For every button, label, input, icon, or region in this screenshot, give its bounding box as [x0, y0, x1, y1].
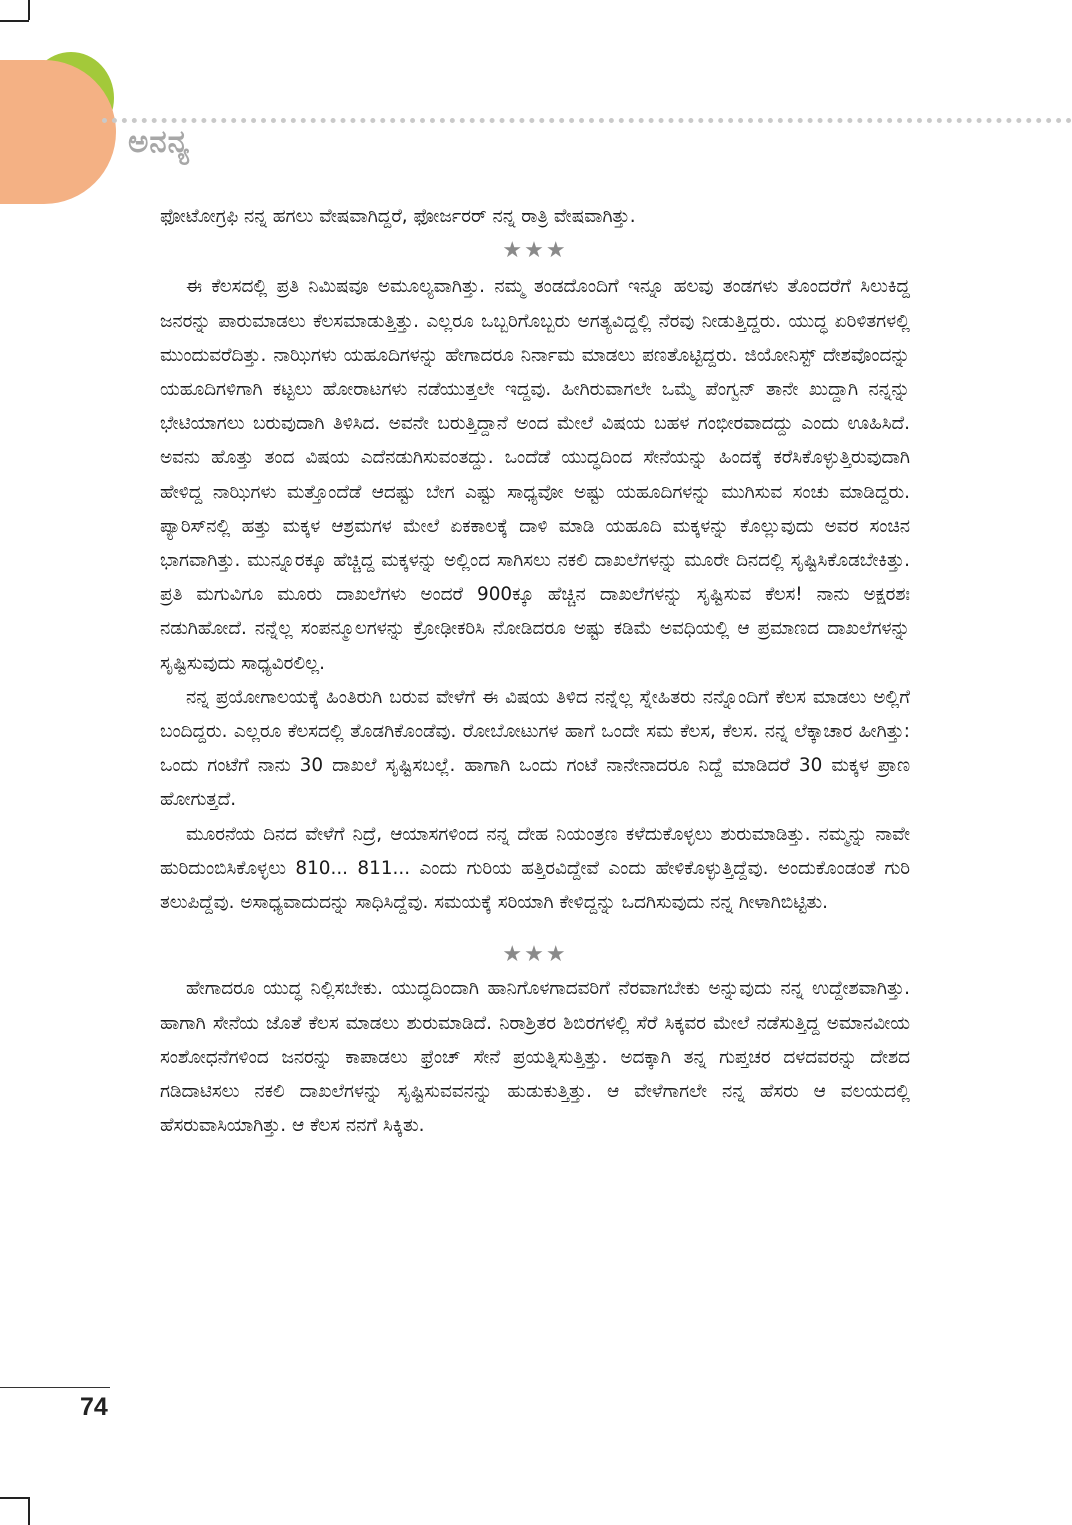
- crop-mark-bottom-left-vertical: [28, 1497, 30, 1525]
- page-body: [160, 200, 910, 1143]
- crop-mark-top-left-horizontal: [0, 20, 29, 22]
- header-dotted-rule: [102, 118, 1072, 123]
- page-number: 74: [80, 1393, 108, 1421]
- paragraph-1: ಈ ಕೆಲಸದಲ್ಲಿ ಪ್ರತಿ ನಿಮಿಷವೂ ಅಮೂಲ್ಯವಾಗಿತ್ತು. ನಮ್ಮ ತಂಡದೊಂದಿಗೆ ಇನ್ನೂ ಹಲವು ತಂಡಗಳು ತೊಂದರೆಗೆ ಸಿಲುಕಿದ್ದ ಜನರನ್ನು ಪಾರುಮಾಡಲು ಕೆಲಸಮಾಡುತ್ತಿತ್ತು. ಎಲ್ಲರೂ ಒಬ್ಬರಿಗೊಬ್ಬರು ಅಗತ್ಯವಿದ್ದಲ್ಲಿ ನೆರವು ನೀಡುತ್ತಿದ್ದರು. ಯುದ್ಧ ಏರಿಳಿತಗಳಲ್ಲಿ ಮುಂದುವರೆದಿತ್ತು. ನಾಝಿಗಳು ಯಹೂದಿಗಳನ್ನು ಹೇಗಾದರೂ ನಿರ್ನಾಮ ಮಾಡಲು ಪಣತೊಟ್ಟಿದ್ದರು. ಜಿಯೋನಿಸ್ಟ್ ದೇಶವೊಂದನ್ನು ಯಹೂದಿಗಳಿಗಾಗಿ ಕಟ್ಟಲು ಹೋರಾಟಗಳು ನಡೆಯುತ್ತಲೇ ಇದ್ದವು. ಹೀಗಿರುವಾಗಲೇ ಒಮ್ಮೆ ಪೆಂಗ್ವನ್ ತಾನೇ ಖುದ್ದಾಗಿ ನನ್ನನ್ನು ಭೇಟಿಯಾಗಲು ಬರುವುದಾಗಿ ತಿಳಿಸಿದ. ಅವನೇ ಬರುತ್ತಿದ್ದಾನೆ ಅಂದ ಮೇಲೆ ವಿಷಯ ಬಹಳ ಗಂಭೀರವಾದದ್ದು ಎಂದು ಊಹಿಸಿದೆ. ಅವನು ಹೊತ್ತು ತಂದ ವಿಷಯ ಎದೆನಡುಗಿಸುವಂತದ್ದು. ಒಂದೆಡೆ ಯುದ್ಧದಿಂದ ಸೇನೆಯನ್ನು ಹಿಂದಕ್ಕೆ ಕರೆಸಿಕೊಳ್ಳುತ್ತಿರುವುದಾಗಿ ಹೇಳಿದ್ದ ನಾಝಿಗಳು ಮತ್ತೊಂದೆಡೆ ಆದಷ್ಟು ಬೇಗ ಎಷ್ಟು ಸಾಧ್ಯವೋ ಅಷ್ಟು ಯಹೂದಿಗಳನ್ನು ಮುಗಿಸುವ ಸಂಚು ಮಾಡಿದ್ದರು. ಪ್ಯಾರಿಸ್‌ನಲ್ಲಿ ಹತ್ತು ಮಕ್ಕಳ ಆಶ್ರಮಗಳ ಮೇಲೆ ಏಕಕಾಲಕ್ಕೆ ದಾಳಿ ಮಾಡಿ ಯಹೂದಿ ಮಕ್ಕಳನ್ನು ಕೊಲ್ಲುವುದು ಅವರ ಸಂಚಿನ ಭಾಗವಾಗಿತ್ತು. ಮುನ್ನೂರಕ್ಕೂ ಹೆಚ್ಚಿದ್ದ ಮಕ್ಕಳನ್ನು ಅಲ್ಲಿಂದ ಸಾಗಿಸಲು ನಕಲಿ ದಾಖಲೆಗಳನ್ನು ಮೂರೇ ದಿನದಲ್ಲಿ ಸೃಷ್ಟಿಸಿಕೊಡಬೇಕಿತ್ತು. ಪ್ರತಿ ಮಗುವಿಗೂ ಮೂರು ದಾಖಲೆಗಳು ಅಂದರೆ 900ಕ್ಕೂ ಹೆಚ್ಚಿನ ದಾಖಲೆಗಳನ್ನು ಸೃಷ್ಟಿಸುವ ಕೆಲಸ! ನಾನು ಅಕ್ಷರಶಃ ನಡುಗಿಹೋದೆ. ನನ್ನೆಲ್ಲ ಸಂಪನ್ಮೂಲಗಳನ್ನು ಕ್ರೋಢೀಕರಿಸಿ ನೋಡಿದರೂ ಅಷ್ಟು ಕಡಿಮೆ ಅವಧಿಯಲ್ಲಿ ಆ ಪ್ರಮಾಣದ ದಾಖಲೆಗಳನ್ನು ಸೃಷ್ಟಿಸುವುದು ಸಾಧ್ಯವಿರಲಿಲ್ಲ.: [160, 276, 910, 674]
- paragraph-4: ಹೇಗಾದರೂ ಯುದ್ಧ ನಿಲ್ಲಿಸಬೇಕು. ಯುದ್ಧದಿಂದಾಗಿ ಹಾನಿಗೊಳಗಾದವರಿಗೆ ನೆರವಾಗಬೇಕು ಅನ್ನುವುದು ನನ್ನ ಉದ್ದೇಶವಾಗಿತ್ತು. ಹಾಗಾಗಿ ಸೇನೆಯ ಜೊತೆ ಕೆಲಸ ಮಾಡಲು ಶುರುಮಾಡಿದೆ. ನಿರಾಶ್ರಿತರ ಶಿಬಿರಗಳಲ್ಲಿ ಸೆರೆ ಸಿಕ್ಕವರ ಮೇಲೆ ನಡೆಸುತ್ತಿದ್ದ ಅಮಾನವೀಯ ಸಂಶೋಧನೆಗಳಿಂದ ಜನರನ್ನು ಕಾಪಾಡಲು ಫ್ರೆಂಚ್ ಸೇನೆ ಪ್ರಯತ್ನಿಸುತ್ತಿತ್ತು. ಅದಕ್ಕಾಗಿ ತನ್ನ ಗುಪ್ತಚರ ದಳದವರನ್ನು ದೇಶದ ಗಡಿದಾಟಿಸಲು ನಕಲಿ ದಾಖಲೆಗಳನ್ನು ಸೃಷ್ಟಿಸುವವನನ್ನು ಹುಡುಕುತ್ತಿತ್ತು. ಆ ವೇಳೆಗಾಗಲೇ ನನ್ನ ಹೆಸರು ಆ ವಲಯದಲ್ಲಿ ಹೆಸರುವಾಸಿಯಾಗಿತ್ತು. ಆ ಕೆಲಸ ನನಗೆ ಸಿಕ್ಕಿತು.: [160, 978, 910, 1137]
- section-separator-stars: ★★★: [502, 942, 568, 968]
- crop-mark-top-left-vertical: [28, 0, 30, 20]
- footer-rule: [0, 1387, 110, 1388]
- paragraph-2: ನನ್ನ ಪ್ರಯೋಗಾಲಯಕ್ಕೆ ಹಿಂತಿರುಗಿ ಬರುವ ವೇಳೆಗೆ ಈ ವಿಷಯ ತಿಳಿದ ನನ್ನೆಲ್ಲ ಸ್ನೇಹಿತರು ನನ್ನೊಂದಿಗೆ ಕೆಲಸ ಮಾಡಲು ಅಲ್ಲಿಗೆ ಬಂದಿದ್ದರು. ಎಲ್ಲರೂ ಕೆಲಸದಲ್ಲಿ ತೊಡಗಿಕೊಂಡೆವು. ರೋಬೋಟುಗಳ ಹಾಗೆ ಒಂದೇ ಸಮ ಕೆಲಸ, ಕೆಲಸ. ನನ್ನ ಲೆಕ್ಕಾಚಾರ ಹೀಗಿತ್ತು: ಒಂದು ಗಂಟೆಗೆ ನಾನು 30 ದಾಖಲೆ ಸೃಷ್ಟಿಸಬಲ್ಲೆ. ಹಾಗಾಗಿ ಒಂದು ಗಂಟೆ ನಾನೇನಾದರೂ ನಿದ್ದೆ ಮಾಡಿದರೆ 30 ಮಕ್ಕಳ ಪ್ರಾಣ ಹೋಗುತ್ತದೆ.: [160, 686, 910, 811]
- running-head-title: ಅನನ್ಯ: [128, 124, 191, 160]
- section-separator-stars: ★★★: [502, 238, 568, 264]
- opening-line: ಫೋಟೋಗ್ರಫಿ ನನ್ನ ಹಗಲು ವೇಷವಾಗಿದ್ದರೆ, ಫೋರ್ಜರರ್ ನನ್ನ ರಾತ್ರಿ ವೇಷವಾಗಿತ್ತು.: [160, 206, 636, 227]
- crop-mark-bottom-left-horizontal: [0, 1497, 29, 1499]
- paragraph-3: ಮೂರನೆಯ ದಿನದ ವೇಳೆಗೆ ನಿದ್ರೆ, ಆಯಾಸಗಳಿಂದ ನನ್ನ ದೇಹ ನಿಯಂತ್ರಣ ಕಳೆದುಕೊಳ್ಳಲು ಶುರುಮಾಡಿತ್ತು. ನಮ್ಮನ್ನು ನಾವೇ ಹುರಿದುಂಬಿಸಿಕೊಳ್ಳಲು 810... 811... ಎಂದು ಗುರಿಯ ಹತ್ತಿರವಿದ್ದೇವೆ ಎಂದು ಹೇಳಿಕೊಳ್ಳುತ್ತಿದ್ದೆವು. ಅಂದುಕೊಂಡಂತೆ ಗುರಿ ತಲುಪಿದ್ದೆವು. ಅಸಾಧ್ಯವಾದುದನ್ನು ಸಾಧಿಸಿದ್ದೆವು. ಸಮಯಕ್ಕೆ ಸರಿಯಾಗಿ ಕೇಳಿದ್ದನ್ನು ಒದಗಿಸುವುದು ನನ್ನ ಗೀಳಾಗಿಬಿಟ್ಟಿತು.: [160, 823, 910, 914]
